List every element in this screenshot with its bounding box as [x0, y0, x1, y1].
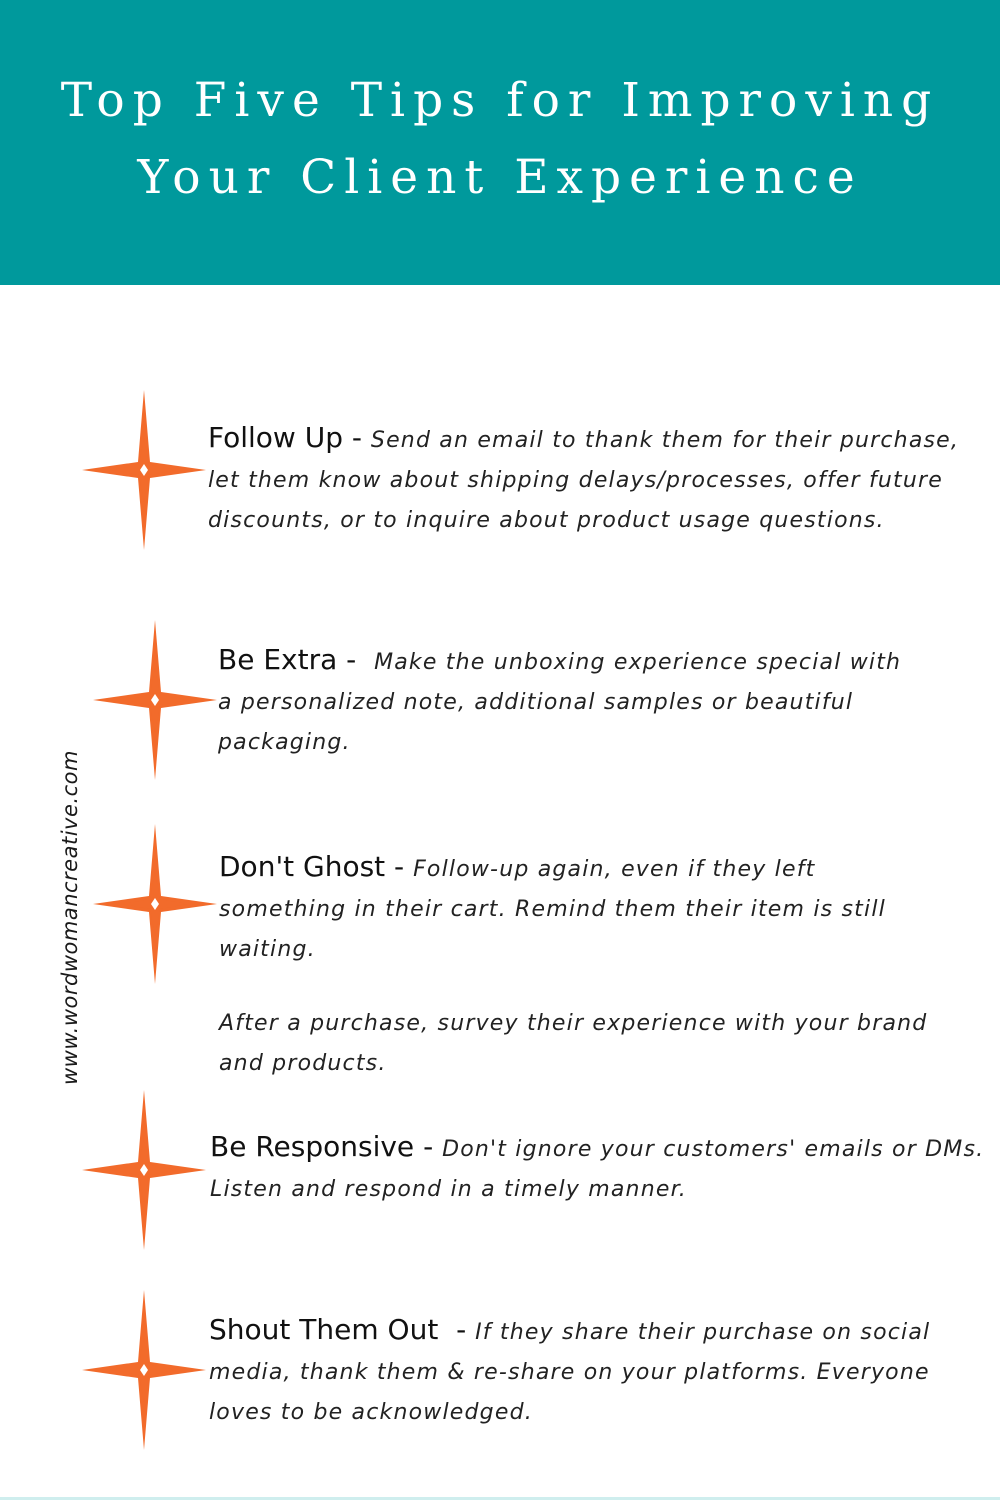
tip-body: Don't ignore your customers' emails or DMs. Listen and respond in a timely manner. — [210, 1137, 985, 1202]
tip-separator: - — [343, 421, 371, 454]
tip-title: Follow Up — [208, 421, 343, 454]
title-line-2: Your Client Experience — [137, 150, 863, 205]
tip-dont-ghost — [219, 847, 939, 1084]
tip-separator: - — [337, 643, 375, 676]
tip-follow-up — [208, 418, 998, 541]
tip-separator: - — [438, 1313, 476, 1346]
tip-body-second-paragraph: After a purchase, survey their experience with your brand and products. — [219, 1011, 928, 1076]
tip-separator: - — [385, 850, 414, 883]
tip-body: Send an email to thank them for their purchase, let them know about shipping delays/processes, offer future discounts, or to inquire about product usage questions. — [208, 428, 960, 533]
star-icon — [93, 824, 217, 984]
tip-title: Shout Them Out — [209, 1313, 439, 1346]
website-url: www.wordwomancreative.com — [58, 750, 82, 1085]
star-icon — [82, 1090, 206, 1250]
tip-shout-them-out — [209, 1310, 989, 1433]
page-title — [0, 62, 1000, 216]
tip-title: Be Extra — [218, 643, 338, 676]
title-line-1: Top Five Tips for Improving — [60, 73, 940, 128]
star-icon — [93, 620, 217, 780]
header-banner — [0, 0, 1000, 285]
tip-separator: - — [414, 1130, 443, 1163]
tip-body: Make the unboxing experience special with a personalized note, additional samples or beautiful packaging. — [218, 650, 902, 755]
tip-title: Be Responsive — [210, 1130, 415, 1163]
tip-be-extra — [218, 640, 918, 763]
star-icon — [82, 1290, 206, 1450]
tip-be-responsive — [210, 1127, 990, 1210]
tip-body: If they share their purchase on social media, thank them & re-share on your platforms. Everyone loves to be acknowledged. — [209, 1320, 931, 1425]
tip-body: Follow-up again, even if they left something in their cart. Remind them their item is still waiting. — [219, 857, 886, 962]
star-icon — [82, 390, 206, 550]
tip-title: Don't Ghost — [219, 850, 386, 883]
